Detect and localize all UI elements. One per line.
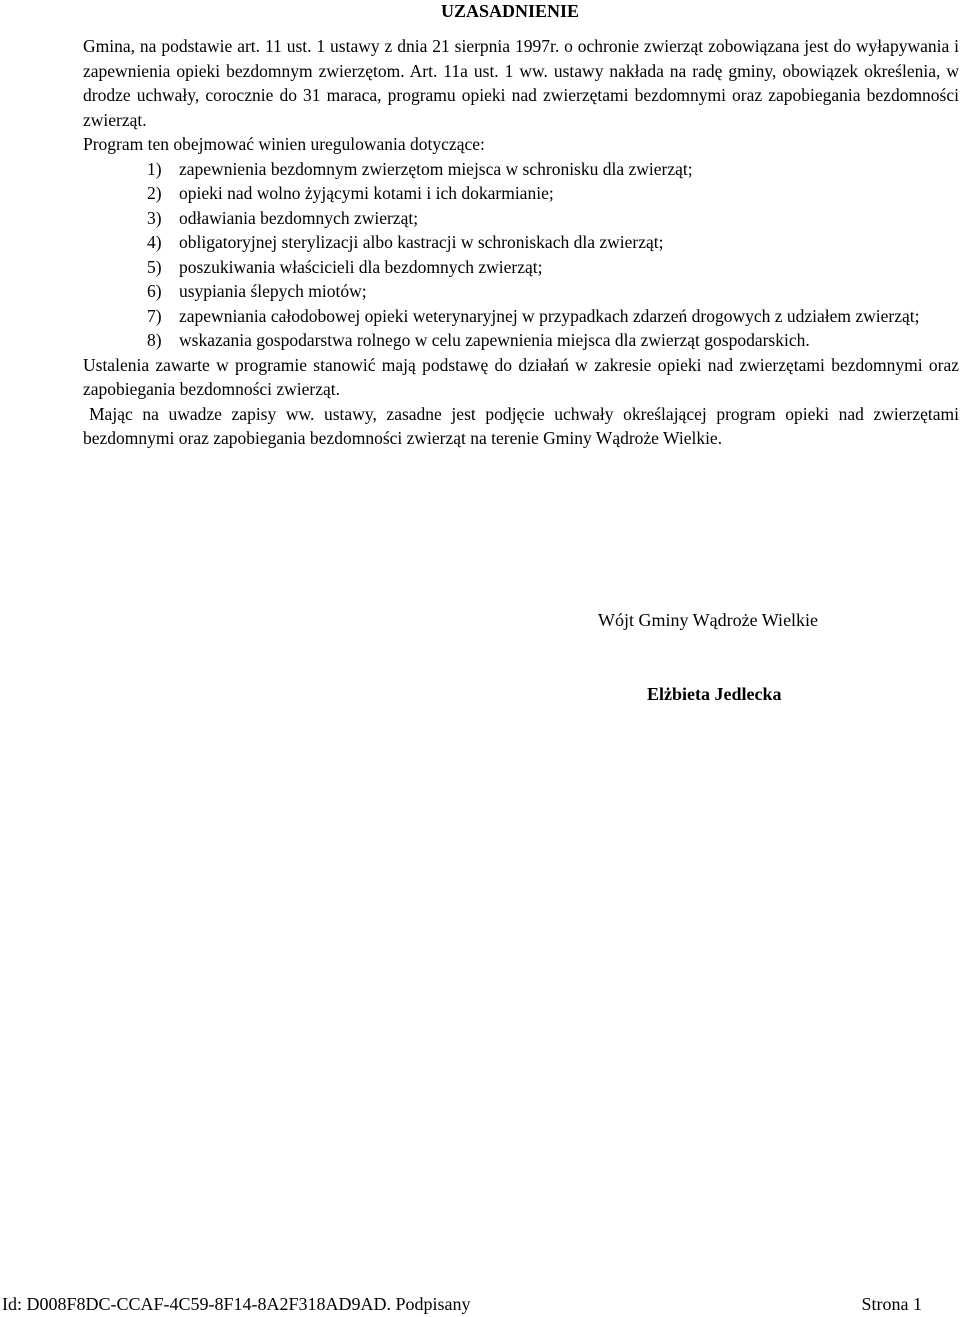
list-item-text: zapewniania całodobowej opieki weterynaryjnej w przypadkach zdarzeń drogowych z udziałem zwierząt;: [179, 305, 920, 326]
list-item-number: 2): [147, 183, 162, 203]
list-item: [147, 230, 959, 255]
document-title: UZASADNIENIE: [440, 1, 580, 21]
signature-title: Wójt Gminy Wądroże Wielkie: [598, 610, 819, 630]
list-item: [147, 279, 959, 304]
list-item-number: 1): [147, 158, 162, 179]
list-item: [147, 255, 959, 280]
list-item: [147, 181, 959, 206]
footer-document-id: Id: D008F8DC-CCAF-4C59-8F14-8A2F318AD9AD. Podpisany: [2, 1294, 471, 1314]
paragraph-program-intro: Program ten obejmować winien uregulowania dotyczące:: [83, 134, 485, 154]
list-item-text: poszukiwania właścicieli dla bezdomnych zwierząt;: [179, 256, 543, 277]
footer-page-number: Strona 1: [861, 1294, 922, 1314]
paragraph-program-purpose: Ustalenia zawarte w programie stanowić mają podstawę do działań w zakresie opieki nad zwierzętami bezdomnymi oraz zapobiegania bezdomności zwierząt.: [83, 354, 959, 399]
list-item-number: 8): [147, 330, 162, 350]
list-item-text: wskazania gospodarstwa rolnego w celu zapewnienia miejsca dla zwierząt gospodarskich.: [179, 330, 810, 350]
program-list: [83, 157, 959, 353]
list-item: [147, 157, 959, 182]
paragraph-conclusion: Mając na uwadze zapisy ww. ustawy, zasadne jest podjęcie uchwały określającej program opieki nad zwierzętami bezdomnymi oraz zapobiegania bezdomności zwierząt na terenie Gminy Wądroże Wielkie.: [83, 403, 959, 448]
paragraph-legal-basis: Gmina, na podstawie art. 11 ust. 1 ustawy z dnia 21 sierpnia 1997r. o ochronie zwierząt zobowiązana jest do wyłapywania i zapewnienia opieki bezdomnym zwierzętom. Art. 11a ust. 1 ww. ustawy nakłada na radę gminy, obowiązek określenia, w drodze uchwały, corocznie do 31 maraca, programu opieki nad zwierzętami bezdomnymi oraz zapobiegania bezdomności zwierząt.: [83, 36, 959, 130]
list-item-text: zapewnienia bezdomnym zwierzętom miejsca w schronisku dla zwierząt;: [179, 158, 693, 179]
signature-name: Elżbieta Jedlecka: [647, 684, 782, 704]
document-body: [83, 34, 959, 451]
list-item-text: obligatoryjnej sterylizacji albo kastracji w schroniskach dla zwierząt;: [179, 232, 664, 252]
list-item-number: 5): [147, 256, 162, 277]
list-item-text: usypiania ślepych miotów;: [179, 281, 367, 301]
list-item: [147, 328, 959, 353]
list-item-number: 4): [147, 232, 162, 252]
list-item-number: 7): [147, 305, 162, 326]
list-item-number: 3): [147, 207, 162, 228]
list-item-text: opieki nad wolno żyjącymi kotami i ich dokarmianie;: [179, 183, 554, 203]
list-item: [147, 206, 959, 231]
list-item: [147, 304, 959, 329]
list-item-number: 6): [147, 281, 162, 301]
list-item-text: odławiania bezdomnych zwierząt;: [179, 207, 419, 228]
